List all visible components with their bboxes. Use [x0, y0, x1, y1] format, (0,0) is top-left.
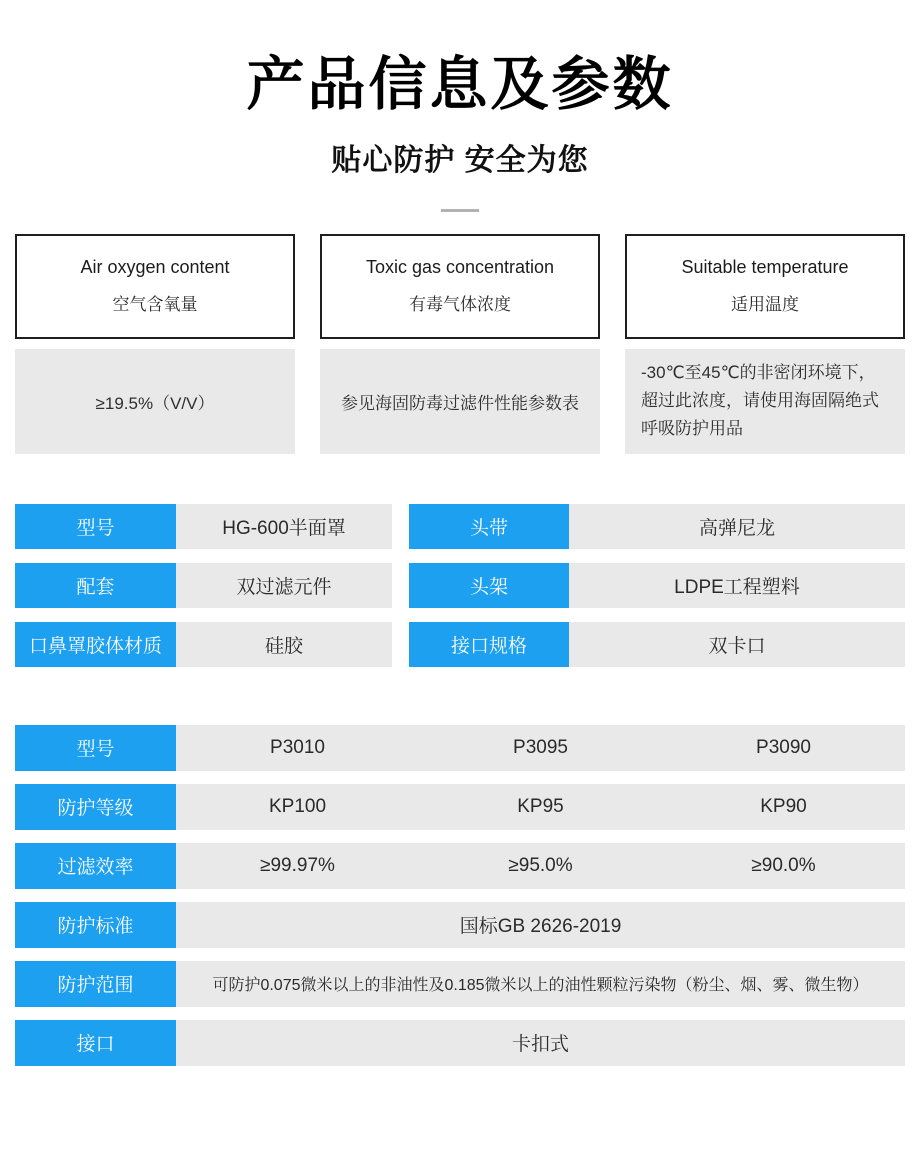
spec-label-headband: 头带 [409, 504, 569, 549]
info-card-title-en: Toxic gas concentration [365, 257, 555, 278]
column-gap [392, 504, 409, 549]
filter-value: ≥95.0% [508, 854, 573, 876]
table-row [15, 784, 905, 830]
filter-value: ≥90.0% [751, 854, 816, 876]
filter-label-model: 型号 [15, 725, 176, 771]
info-card-temperature [625, 234, 905, 454]
filter-values-standard [176, 902, 905, 948]
filter-value: 可防护0.075微米以上的非油性及0.185微米以上的油性颗粒污染物（粉尘、烟、雾、微生物） [212, 977, 869, 995]
spec-value-accessory: 双过滤元件 [176, 563, 392, 608]
info-card-oxygen [15, 234, 295, 454]
filter-value: 卡扣式 [511, 1034, 569, 1056]
spec-label-facepiece-material: 口鼻罩胶体材质 [15, 622, 176, 667]
filter-values-protection-level [176, 784, 905, 830]
info-card-title-en: Air oxygen content [80, 257, 230, 278]
filter-value: KP100 [268, 795, 327, 817]
filter-value: P3090 [756, 736, 811, 758]
table-row [15, 504, 905, 549]
table-row [15, 961, 905, 1007]
info-card-oxygen-value: ≥19.5%（V/V） [15, 349, 295, 454]
spec-value-facepiece-material: 硅胶 [176, 622, 392, 667]
info-card-section [15, 234, 905, 454]
spec-value-headband: 高弹尼龙 [569, 504, 905, 549]
table-row [15, 725, 905, 771]
info-card-oxygen-header [15, 234, 295, 339]
filter-value: KP95 [517, 795, 564, 817]
filter-value: KP90 [760, 795, 807, 817]
page-subtitle: 贴心防护 安全为您 [331, 143, 589, 177]
filter-spec-table [15, 725, 905, 1066]
filter-label-efficiency: 过滤效率 [15, 843, 176, 889]
info-card-title-zh: 有毒气体浓度 [409, 295, 511, 315]
filter-values-connector [176, 1020, 905, 1066]
filter-value: 国标GB 2626-2019 [459, 916, 622, 938]
filter-value: ≥99.97% [260, 854, 335, 876]
page-header [15, 0, 905, 212]
spec-value-connector-spec: 双卡口 [569, 622, 905, 667]
info-card-title-zh: 适用温度 [731, 295, 799, 315]
spec-value-model: HG-600半面罩 [176, 504, 392, 549]
filter-label-protection-range: 防护范围 [15, 961, 176, 1007]
spec-label-accessory: 配套 [15, 563, 176, 608]
spec-label-model: 型号 [15, 504, 176, 549]
info-card-toxic-gas-header [320, 234, 600, 339]
table-row [15, 843, 905, 889]
filter-value: P3010 [270, 736, 325, 758]
table-row [15, 902, 905, 948]
table-row [15, 622, 905, 667]
table-row [15, 563, 905, 608]
column-gap [392, 622, 409, 667]
page-title: 产品信息及参数 [246, 52, 674, 117]
filter-label-connector: 接口 [15, 1020, 176, 1066]
info-card-title-zh: 空气含氧量 [112, 295, 198, 315]
spec-label-headframe: 头架 [409, 563, 569, 608]
column-gap [392, 563, 409, 608]
info-card-toxic-gas-value: 参见海固防毒过滤件性能参数表 [320, 349, 600, 454]
info-card-temperature-value: -30℃至45℃的非密闭环境下，超过此浓度，请使用海固隔绝式呼吸防护用品 [625, 349, 905, 454]
spec-value-headframe: LDPE工程塑料 [569, 563, 905, 608]
filter-values-efficiency [176, 843, 905, 889]
filter-label-protection-level: 防护等级 [15, 784, 176, 830]
spec-label-connector-spec: 接口规格 [409, 622, 569, 667]
filter-values-model [176, 725, 905, 771]
filter-value: P3095 [513, 736, 568, 758]
table-row [15, 1020, 905, 1066]
filter-values-protection-range [176, 961, 905, 1007]
info-card-temperature-header [625, 234, 905, 339]
info-card-toxic-gas [320, 234, 600, 454]
header-divider [441, 209, 479, 212]
info-card-title-en: Suitable temperature [681, 257, 849, 278]
mask-spec-table [15, 504, 905, 667]
filter-label-standard: 防护标准 [15, 902, 176, 948]
